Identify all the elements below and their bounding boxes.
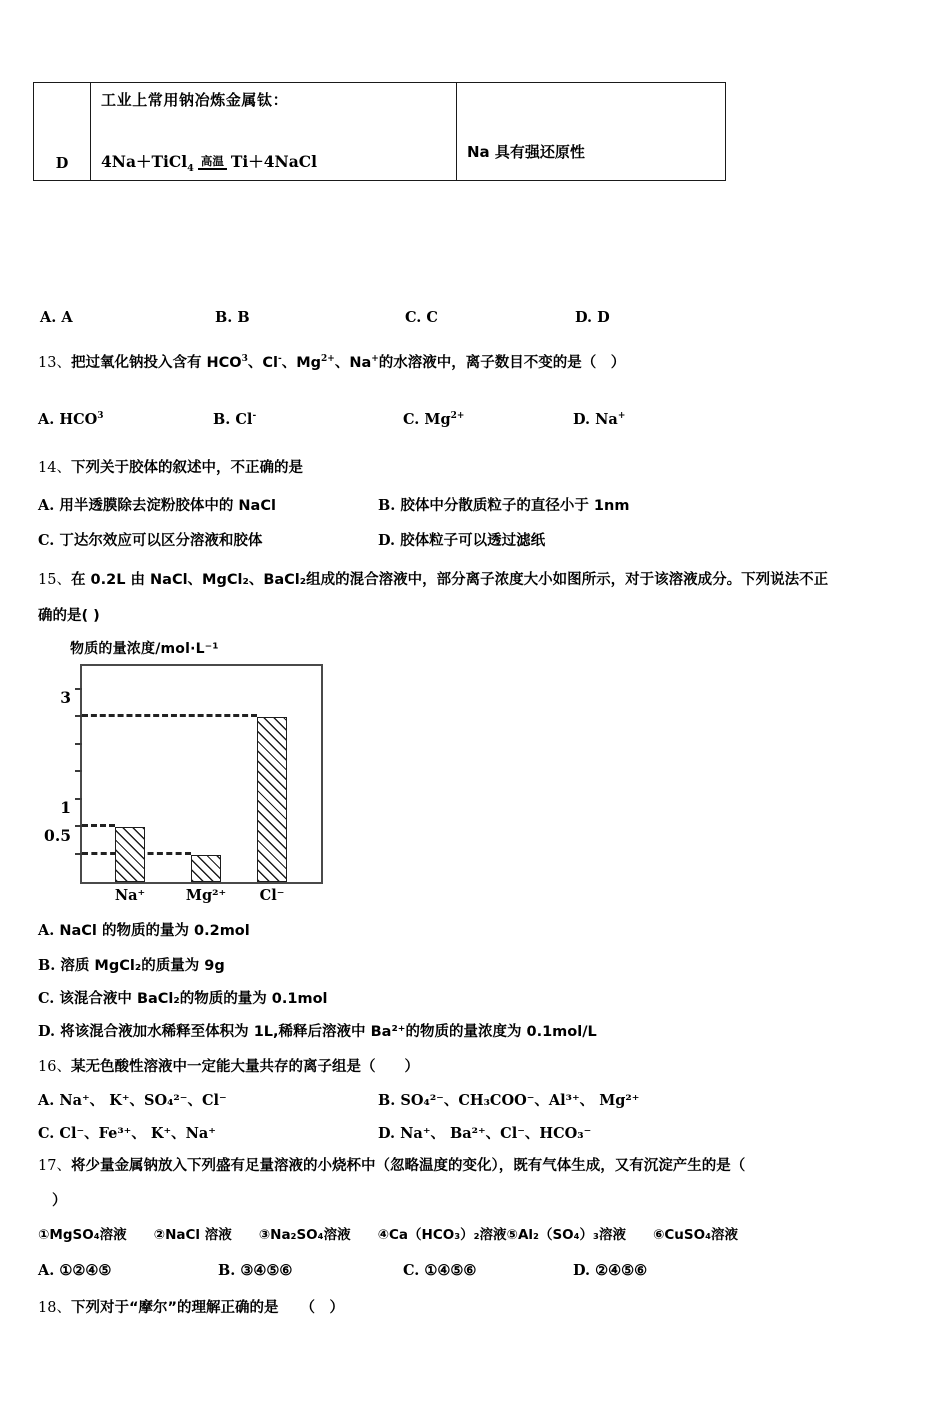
q13-stem-sup-1: 3 — [241, 354, 248, 365]
q17-option-a[interactable] — [38, 1262, 218, 1279]
option-table — [33, 82, 726, 181]
q13-option-c-letter: C. — [403, 411, 420, 428]
q13-option-d-sup: + — [617, 411, 626, 422]
q17-option-c[interactable] — [403, 1262, 573, 1279]
q18-answer-paren: （ ） — [300, 1300, 345, 1316]
q13-option-b-sup: - — [252, 411, 257, 422]
question-14-stem — [38, 457, 918, 480]
q13-option-c[interactable] — [403, 411, 573, 428]
q15-stem-line-1: 在 0.2L 由 NaCl、MgCl₂、BaCl₂组成的混合溶液中，部分离子浓度大小如图所示，对于该溶液成分。下列说法不正 — [70, 572, 829, 588]
q16-option-a[interactable] — [38, 1089, 378, 1110]
q17-item-list — [38, 1225, 928, 1245]
q13-option-c-text: Mg — [424, 411, 451, 428]
row-label-cell: D — [34, 83, 91, 181]
q16-options-row-2 — [38, 1122, 923, 1143]
q17-items-text: ①MgSO₄溶液 ②NaCl 溶液 ③Na₂SO₄溶液 ④Ca（HCO₃）₂溶液⑤Al₂（SO₄）₃溶液 ⑥CuSO₄溶液 — [38, 1227, 739, 1243]
q16-option-b-letter: B. — [378, 1092, 396, 1109]
q16-option-a-text: Na⁺、 K⁺、SO₄²⁻、Cl⁻ — [59, 1092, 227, 1109]
guide-line-3_0 — [82, 714, 257, 717]
q17-number: 17、 — [38, 1158, 71, 1174]
question-18-stem — [38, 1297, 923, 1320]
q15-option-c-letter: C. — [38, 990, 55, 1007]
q15-option-a-letter: A. — [38, 922, 55, 939]
q14-option-a[interactable] — [38, 494, 378, 515]
q15-option-b[interactable] — [38, 955, 923, 978]
q14-option-c-text: 丁达尔效应可以区分溶液和胶体 — [59, 533, 263, 549]
q16-number: 16、 — [38, 1059, 71, 1075]
chart-plot-area — [44, 664, 323, 904]
q12-option-a[interactable] — [40, 309, 215, 326]
q14-options-row-2 — [38, 529, 918, 550]
q12-option-d-text: D — [597, 309, 610, 326]
q14-option-a-text: 用半透膜除去淀粉胶体中的 NaCl — [59, 498, 276, 514]
q12-option-c-letter: C. — [405, 309, 422, 326]
q12-option-a-text: A — [61, 309, 73, 326]
row-equation — [101, 150, 446, 175]
q15-option-c[interactable] — [38, 988, 923, 1011]
y-tick-0_5 — [75, 853, 82, 855]
y-tick-1_5 — [75, 798, 82, 800]
q12-option-b-text: B — [237, 309, 250, 326]
q14-number: 14、 — [38, 460, 71, 476]
q15-option-b-letter: B. — [38, 957, 56, 974]
q13-option-d-letter: D. — [573, 411, 591, 428]
q13-option-a-sup: 3 — [97, 411, 104, 422]
bar-mg — [191, 855, 221, 883]
q14-stem-text: 下列关于胶体的叙述中，不正确的是 — [70, 460, 303, 476]
q14-option-b-letter: B. — [378, 497, 396, 514]
equation-left-subscript: 4 — [187, 163, 194, 175]
q14-option-c-letter: C. — [38, 532, 55, 549]
q12-option-d-letter: D. — [575, 309, 593, 326]
q12-option-b-letter: B. — [215, 309, 233, 326]
equation-right: Ti＋4NaCl — [230, 152, 317, 171]
table-row — [34, 83, 726, 181]
q13-option-b-text: Cl — [235, 411, 253, 428]
q13-stem-sup-2: - — [278, 354, 282, 365]
q16-option-a-letter: A. — [38, 1092, 55, 1109]
q12-option-d[interactable] — [575, 309, 610, 326]
q13-options-row — [38, 411, 918, 428]
q16-stem-text: 某无色酸性溶液中一定能大量共存的离子组是（ ） — [70, 1059, 419, 1075]
q14-option-d-text: 胶体粒子可以透过滤纸 — [400, 533, 546, 549]
x-axis-label-mg: Mg²⁺ — [185, 887, 227, 904]
q17-option-d[interactable] — [573, 1262, 647, 1279]
equation-left: 4Na＋TiCl — [101, 152, 188, 171]
q13-stem-part-a: 把过氧化钠投入含有 HCO — [70, 355, 242, 371]
q14-option-b[interactable] — [378, 494, 629, 515]
q13-option-c-sup: 2+ — [450, 411, 465, 422]
row-reason-cell — [457, 83, 726, 181]
q18-number: 18、 — [38, 1300, 71, 1316]
q17-option-b-letter: B. — [218, 1262, 236, 1279]
q13-option-b[interactable] — [213, 411, 403, 428]
q14-options-row-1 — [38, 494, 918, 515]
y-tick-1_0 — [75, 825, 82, 827]
q15-option-c-text: 该混合液中 BaCl₂的物质的量为 0.1mol — [59, 991, 328, 1007]
q16-option-d-text: Na⁺、 Ba²⁺、Cl⁻、HCO₃⁻ — [400, 1125, 592, 1142]
q17-option-b[interactable] — [218, 1262, 403, 1279]
q13-option-a[interactable] — [38, 411, 213, 428]
q16-options-row-1 — [38, 1089, 923, 1110]
q16-option-d[interactable] — [378, 1122, 591, 1143]
q13-number: 13、 — [38, 355, 71, 371]
q15-option-b-text: 溶质 MgCl₂的质量为 9g — [60, 958, 225, 974]
q16-option-c-text: Cl⁻、Fe³⁺、 K⁺、Na⁺ — [59, 1125, 216, 1142]
q13-stem-sup-4: + — [371, 354, 379, 365]
row-description-cell — [91, 83, 457, 181]
exam-page — [0, 82, 950, 1426]
q13-option-d[interactable] — [573, 411, 625, 428]
q13-stem-part-c: 、Mg — [281, 355, 322, 371]
x-axis-label-cl: Cl⁻ — [259, 887, 285, 904]
q12-option-c[interactable] — [405, 309, 575, 326]
question-17-stem — [38, 1155, 928, 1178]
y-tick-3_5 — [75, 688, 82, 690]
q17-options-row — [38, 1262, 928, 1279]
q17-stem-line-1: 将少量金属钠放入下列盛有足量溶液的小烧杯中（忽略温度的变化），既有气体生成，又有沉淀产生的是（ — [70, 1158, 746, 1174]
q12-option-c-text: C — [426, 309, 438, 326]
q16-option-d-letter: D. — [378, 1125, 396, 1142]
question-15-stem-cont — [38, 605, 923, 628]
reaction-condition: 高温 — [198, 155, 227, 170]
row-description-text: 工业上常用钠冶炼金属钛： — [101, 91, 289, 109]
question-16-stem — [38, 1056, 923, 1079]
q13-stem-part-d: 、Na — [334, 355, 372, 371]
q16-option-b-text: SO₄²⁻、CH₃COO⁻、Al³⁺、 Mg²⁺ — [400, 1092, 640, 1109]
bar-na — [115, 827, 145, 882]
q14-option-b-text: 胶体中分散质粒子的直径小于 1nm — [400, 498, 630, 514]
q14-option-a-letter: A. — [38, 497, 55, 514]
q15-option-d-text: 将该混合液加水稀释至体积为 1L,稀释后溶液中 Ba²⁺的物质的量浓度为 0.1mol/L — [60, 1024, 597, 1040]
y-tick-2_5 — [75, 743, 82, 745]
q13-option-b-letter: B. — [213, 411, 231, 428]
y-axis-label-1_0: 1 — [60, 798, 71, 818]
q12-option-a-letter: A. — [40, 309, 57, 326]
q13-option-d-text: Na — [595, 411, 618, 428]
q17-option-a-text: ①②④⑤ — [59, 1262, 112, 1279]
q15-option-a[interactable] — [38, 920, 923, 943]
q17-option-b-text: ③④⑤⑥ — [240, 1262, 293, 1279]
y-tick-3_0 — [75, 715, 82, 717]
q12-options-row — [40, 309, 910, 326]
q14-option-d[interactable] — [378, 529, 545, 550]
q17-option-d-letter: D. — [573, 1262, 591, 1279]
q13-stem-part-b: 、Cl — [247, 355, 278, 371]
chart-title: 物质的量浓度/mol·L⁻¹ — [70, 641, 219, 657]
guide-line-1_0 — [82, 824, 115, 827]
question-17-stem-cont — [52, 1190, 937, 1213]
q12-option-b[interactable] — [215, 309, 405, 326]
question-13-stem — [38, 352, 918, 375]
q14-option-c[interactable] — [38, 529, 378, 550]
bar-cl — [257, 717, 287, 882]
y-tick-2_0 — [75, 770, 82, 772]
x-axis-label-na: Na⁺ — [114, 887, 146, 904]
q15-option-a-text: NaCl 的物质的量为 0.2mol — [59, 923, 250, 939]
q15-number: 15、 — [38, 572, 71, 588]
q17-option-d-text: ②④⑤⑥ — [595, 1262, 648, 1279]
q18-stem-text: 下列对于“摩尔”的理解正确的是 — [70, 1300, 279, 1316]
q13-option-a-letter: A. — [38, 411, 55, 428]
q15-option-d[interactable] — [38, 1021, 923, 1044]
q15-option-d-letter: D. — [38, 1023, 56, 1040]
q13-stem-sup-3: 2+ — [321, 354, 335, 365]
q16-option-c-letter: C. — [38, 1125, 55, 1142]
q17-option-c-letter: C. — [403, 1262, 420, 1279]
q17-stem-line-2: ） — [52, 1193, 67, 1209]
q13-stem-part-e: 的水溶液中，离子数目不变的是（ ） — [378, 355, 626, 371]
y-axis-label-3_0: 3 — [60, 688, 71, 708]
concentration-bar-chart — [44, 638, 348, 920]
q16-option-b[interactable] — [378, 1089, 639, 1110]
q14-option-d-letter: D. — [378, 532, 396, 549]
q15-stem-line-2: 确的是( ) — [38, 608, 100, 624]
row-reason-text: Na 具有强还原性 — [467, 143, 585, 162]
y-axis-label-0_5: 0.5 — [44, 825, 71, 845]
q17-option-c-text: ①④⑤⑥ — [424, 1262, 477, 1279]
q17-option-a-letter: A. — [38, 1262, 55, 1279]
q16-option-c[interactable] — [38, 1122, 378, 1143]
question-15-stem — [38, 569, 923, 592]
q13-option-a-text: HCO — [59, 411, 98, 428]
